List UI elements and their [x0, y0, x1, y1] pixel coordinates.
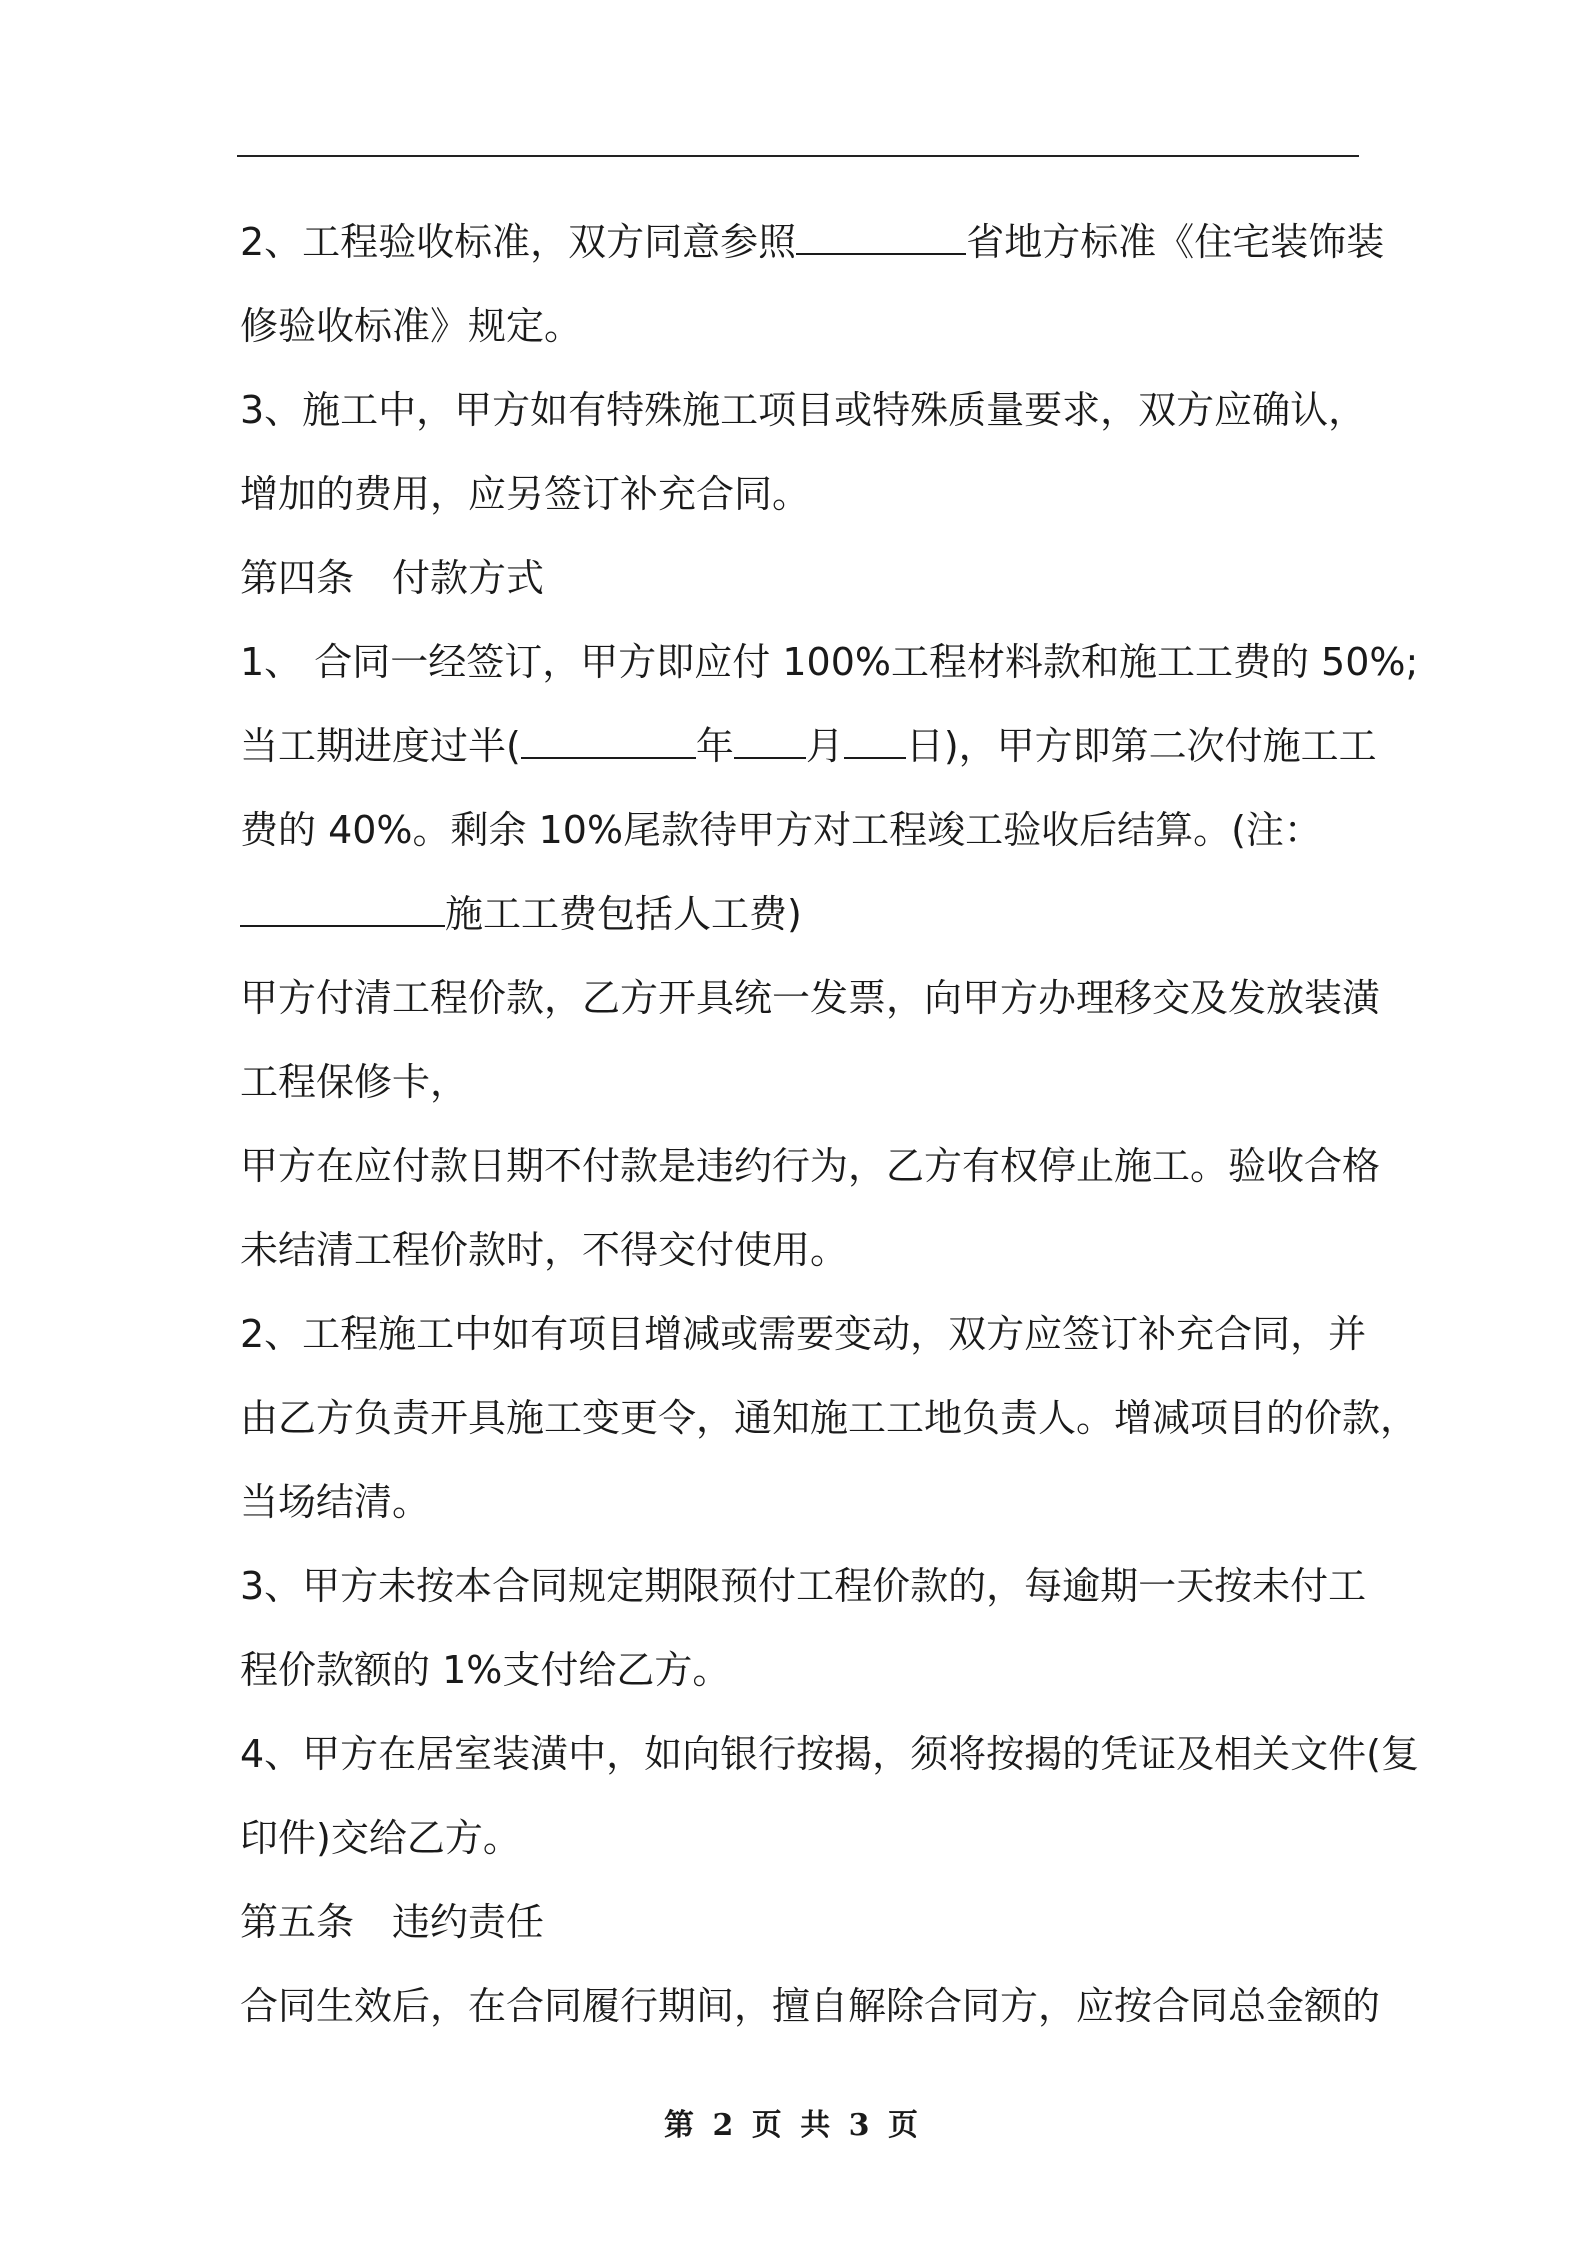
paragraph-line: [240, 1208, 1360, 1292]
text-run: 合同生效后，在合同履行期间，擅自解除合同方，应按合同总金额的: [240, 1984, 1381, 2028]
section-title: 违约责任: [392, 1900, 545, 1944]
document-body: [240, 200, 1420, 2048]
text-run: 2、工程验收标准，双方同意参照: [240, 220, 797, 264]
text-run: 日)，甲方即第二次付施工工: [905, 724, 1377, 768]
text-run: 当场结清。: [240, 1480, 431, 1524]
paragraph-line: [240, 200, 1385, 284]
text-run: 年: [695, 724, 734, 768]
paragraph-line: [240, 704, 1377, 788]
section-heading: [240, 1880, 1360, 1964]
text-run: 3、施工中，甲方如有特殊施工项目或特殊质量要求，双方应确认，: [240, 388, 1367, 432]
fill-in-blank: [240, 875, 445, 927]
text-run: 2、工程施工中如有项目增减或需要变动，双方应签订补充合同，并: [240, 1312, 1367, 1356]
text-run: 由乙方负责开具施工变更令，通知施工工地负责人。增减项目的价款，: [240, 1396, 1419, 1440]
paragraph-line: [240, 1628, 1360, 1712]
section-heading: [240, 536, 1360, 620]
section-number: 第五条: [240, 1900, 355, 1944]
paragraph-line: [240, 1712, 1420, 1796]
paragraph-line: [240, 1376, 1419, 1460]
paragraph-line: [240, 1964, 1381, 2048]
paragraph-line: [240, 1040, 1360, 1124]
paragraph-line: [240, 1124, 1381, 1208]
header-rule: [237, 155, 1359, 157]
text-run: 省地方标准《住宅装饰装: [966, 220, 1385, 264]
text-run: 1、 合同一经签订，甲方即应付 100%工程材料款和施工工费的 50%;: [240, 640, 1419, 684]
text-run: 未结清工程价款时，不得交付使用。: [240, 1228, 849, 1272]
section-number: 第四条: [240, 556, 355, 600]
paragraph-line: [240, 1292, 1367, 1376]
paragraph-line: [240, 368, 1367, 452]
paragraph-line: [240, 284, 1360, 368]
text-run: 甲方在应付款日期不付款是违约行为，乙方有权停止施工。验收合格: [240, 1144, 1381, 1188]
section-title: 付款方式: [392, 556, 545, 600]
paragraph-line: [240, 1544, 1367, 1628]
text-run: 费的 40%。剩余 10%尾款待甲方对工程竣工验收后结算。(注：: [240, 808, 1322, 852]
paragraph-line: [240, 1796, 1360, 1880]
text-run: 工程保修卡，: [240, 1060, 469, 1104]
fill-in-blank-day: [844, 707, 906, 759]
text-run: 施工工费包括人工费): [445, 892, 802, 936]
text-run: 月: [805, 724, 844, 768]
text-run: 程价款额的 1%支付给乙方。: [240, 1648, 731, 1692]
text-run: 4、甲方在居室装潢中，如向银行按揭，须将按揭的凭证及相关文件(复: [240, 1732, 1420, 1776]
text-run: 修验收标准》规定。: [240, 304, 583, 348]
page-number-footer: 第 2 页 共 3 页: [664, 2108, 922, 2143]
paragraph-line: [240, 788, 1360, 872]
paragraph-line: [240, 872, 1360, 956]
paragraph-line: [240, 620, 1419, 704]
paragraph-line: [240, 1460, 1360, 1544]
fill-in-blank-month: [734, 707, 806, 759]
text-run: 甲方付清工程价款，乙方开具统一发票，向甲方办理移交及发放装潢: [240, 976, 1381, 1020]
text-run: 印件)交给乙方。: [240, 1816, 521, 1860]
text-run: 3、甲方未按本合同规定期限预付工程价款的，每逾期一天按未付工: [240, 1564, 1367, 1608]
text-run: 增加的费用，应另签订补充合同。: [240, 472, 811, 516]
fill-in-blank: [796, 203, 966, 255]
paragraph-line: [240, 956, 1381, 1040]
paragraph-line: [240, 452, 1360, 536]
fill-in-blank-year: [521, 707, 696, 759]
text-run: 当工期进度过半(: [240, 724, 521, 768]
